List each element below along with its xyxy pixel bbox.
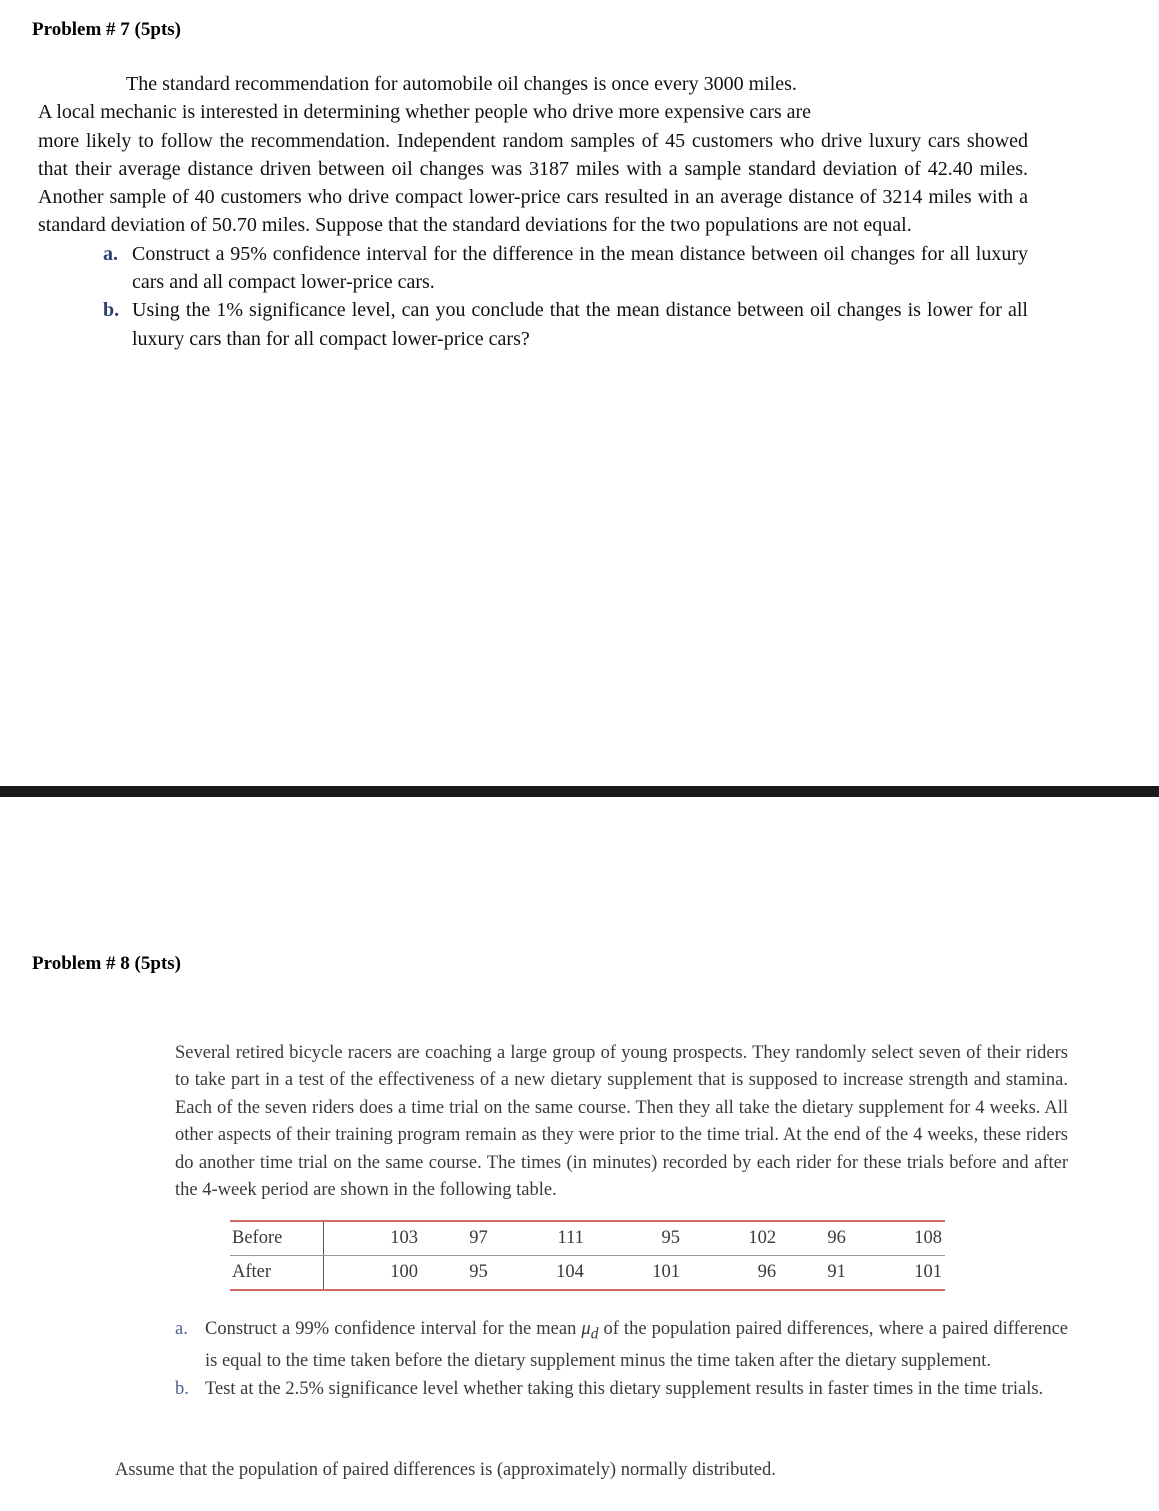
table-cell: 103 [324, 1221, 422, 1256]
item-text: Using the 1% significance level, can you conclude that the mean distance between oil changes is lower for all luxury cars than for all compact lower-price cars? [132, 299, 1028, 350]
problem-8-item-a [175, 1316, 1068, 1376]
table-cell: 108 [849, 1221, 945, 1256]
mu-d-symbol [581, 1319, 599, 1343]
problem-8-heading: Problem # 8 (5pts) [32, 953, 181, 974]
row-header: After [230, 1256, 324, 1291]
table-cell: 91 [827, 1262, 846, 1282]
table-cell: 101 [652, 1262, 680, 1282]
problem-7-intro-rest: more likely to follow the recommendation. Independent random samples of 45 customers who drive luxury cars showed that their average distance driven between oil changes was 3187 miles with a sample standard deviation of 42.40 miles. Another sample of 40 customers who drive compact lower-price cars resulted in an average distance of 3214 miles with a standard deviation of 50.70 miles. Suppose that the standard deviations for the two populations are not equal. [38, 129, 1028, 237]
item-text: Test at the 2.5% significance level whether taking this dietary supplement results in faster times in the time trials. [205, 1378, 1044, 1399]
problem-7-intro-line-1: The standard recommendation for automobile oil changes is once every 3000 miles. [126, 73, 797, 95]
problem-7-item-a [103, 240, 1028, 297]
table-row-after [230, 1256, 945, 1291]
table-cell: 101 [914, 1262, 942, 1282]
problem-7-heading: Problem # 7 (5pts) [32, 19, 181, 40]
item-label: b. [103, 299, 120, 322]
problem-8-intro-text: Several retired bicycle racers are coaching a large group of young prospects. They randomly select seven of their riders to take part in a test of the effectiveness of a new dietary supplement that is supposed to increase strength and stamina. Each of the seven riders does a time trial on the same course. Then they all take the dietary supplement for 4 weeks. All other aspects of their training program remain as they were prior to the time trial. At the end of the 4 weeks, these riders do another time trial on the same course. The times (in minutes) recorded by each rider for these trials before and after the 4-week period are shown in the following table. [175, 1043, 1068, 1201]
problem-7-intro-line-2: A local mechanic is interested in determining whether people who drive more expensive cars are [38, 101, 812, 124]
table-cell: 96 [757, 1262, 777, 1282]
table-cell: 102 [683, 1221, 779, 1256]
assumption-note: Assume that the population of paired differences is (approximately) normally distributed. [115, 1460, 776, 1480]
table-row-before [230, 1221, 945, 1256]
problem-8-questions [175, 1316, 1068, 1403]
table-cell: 95 [469, 1262, 488, 1282]
item-text-part: Construct a 99% confidence interval for the mean [205, 1319, 582, 1339]
page-divider [0, 786, 1159, 797]
problem-8-intro [115, 1040, 1068, 1204]
problem-7-item-b [103, 296, 1028, 353]
mu-symbol: μ [581, 1319, 591, 1339]
table-cell: 104 [556, 1262, 584, 1282]
item-label: a. [103, 242, 118, 265]
problem-8-item-b [175, 1376, 1068, 1403]
item-text [205, 1316, 1068, 1376]
item-text-part: of the population paired differences, where a paired difference is equal to the time taken before the dietary supplement minus the time taken after the dietary supplement. [205, 1319, 1068, 1372]
table-cell: 97 [421, 1221, 491, 1256]
before-after-table [230, 1220, 945, 1291]
item-label: b. [175, 1378, 189, 1399]
item-text: Construct a 95% confidence interval for the difference in the mean distance between oil changes for all luxury cars and all compact lower-price cars. [132, 242, 1028, 294]
table-cell: 111 [491, 1221, 587, 1256]
table-cell: 96 [779, 1221, 849, 1256]
mu-subscript: d [590, 1325, 599, 1343]
row-header: Before [230, 1221, 324, 1256]
item-label: a. [175, 1319, 188, 1339]
table-cell: 100 [390, 1262, 419, 1282]
table-cell: 95 [587, 1221, 683, 1256]
problem-7-text [38, 70, 1028, 353]
